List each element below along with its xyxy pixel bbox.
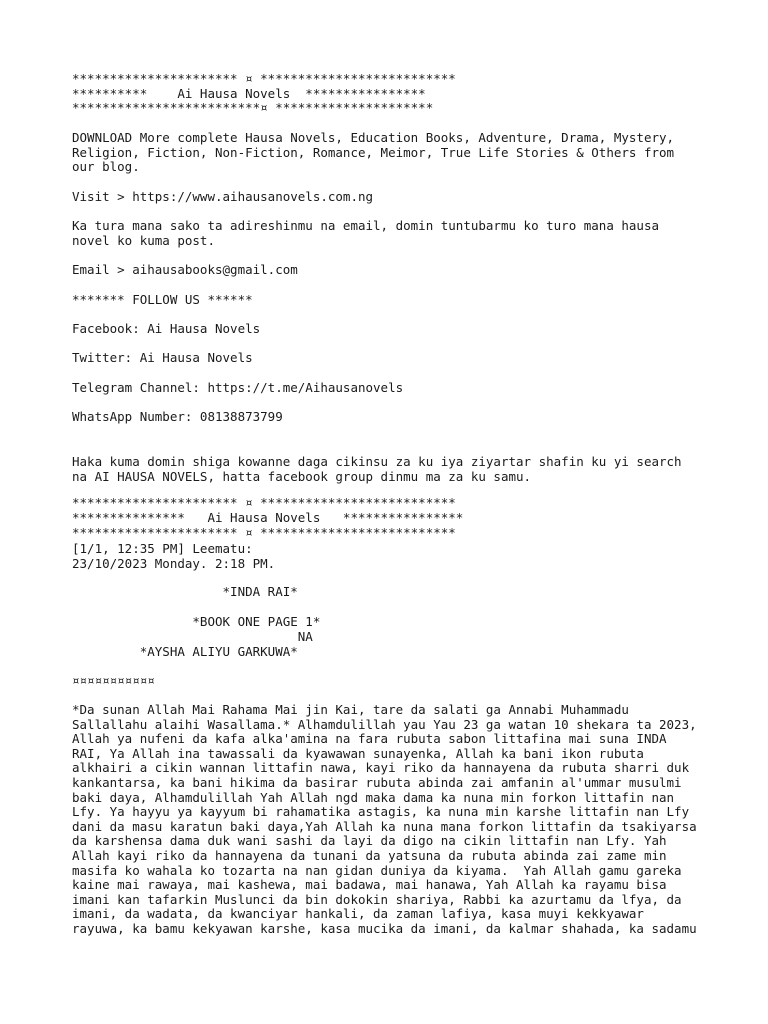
story-title: *INDA RAI* (72, 584, 298, 599)
book-page-label: *BOOK ONE PAGE 1* (72, 614, 321, 629)
author-name: *AYSHA ALIYU GARKUWA* (72, 644, 298, 659)
visit-link[interactable]: Visit > https://www.aihausanovels.com.ng (72, 189, 374, 204)
banner-top-line-3: *************************¤ ********************* (72, 100, 434, 115)
telegram-line[interactable]: Telegram Channel: https://t.me/Aihausanovels (72, 380, 404, 395)
story-date: 23/10/2023 Monday. 2:18 PM. (72, 556, 276, 571)
facebook-line: Facebook: Ai Hausa Novels (72, 321, 261, 336)
banner-top-line-1: ********************** ¤ ************************** (72, 71, 456, 86)
banner-bottom-line-1: ********************** ¤ ************************** (72, 495, 456, 510)
email-line[interactable]: Email > aihausabooks@gmail.com (72, 262, 298, 277)
download-paragraph: DOWNLOAD More complete Hausa Novels, Education Books, Adventure, Drama, Mystery, Religion, Fiction, Non-Fiction, Romance, Meimor, True Life Stories & Others from our blog. (72, 130, 675, 175)
story-body: *Da sunan Allah Mai Rahama Mai jin Kai, tare da salati ga Annabi Muhammadu Sallallahu alaihi Wasallama.* Alhamdulillah yau Yau 23 ga watan 10 shekara ta 2023, Allah ya nufeni da kafa alka'amina na fara rubuta sabon littafina mai suna INDA RAI, Ya Allah ina tawassali da kyawawan sunayenka, Allah ka bani ikon rubuta alkhairi a cikin wannan littafin nawa, kayi riko da hannayena da rubuta sharri duk kankantarsa, ka bani hikima da basirar rubuta abinda zai amfanin al'ummar musulmi baki daya, Alhamdulillah Yah Allah ngd maka dama ka nuna min forkon littafin nan Lfy. Ya hayyu ya kayyum bi rahamatika astagis, ka nuna min karshe littafin nan Lfy dani da masu karatun baki daya,Yah Allah ka nuna mana forkon littafin da tsakiyarsa da karshensa dama duk wani sashi da layi da digo na cikin littafin nan Lfy. Yah Allah kayi riko da hannayena da tunani da yatsuna da rubuta abinda zai zame min masifa ko wahala ko tozarta na nan gidan duniya da kiyama. Yah Allah gamu gareka kaine mai rawaya, mai kashewa, mai badawa, mai hanawa, Yah Allah ka rayamu bisa imani kan tafarkin Muslunci da bin dokokin shariya, Rabbi ka azurtamu da lfya, da imani, da wadata, da kwanciyar hankali, da zaman lafiya, kasa muyi kekkyawar rayuwa, ka bamu kekyawan karshe, kasa mucika da imani, da kalmar shahada, ka sadamu (72, 702, 697, 936)
whatsapp-line: WhatsApp Number: 08138873799 (72, 409, 283, 424)
na-label: NA (72, 629, 313, 644)
banner-top-line-2: ********** Ai Hausa Novels **************** (72, 86, 426, 101)
follow-us-heading: ******* FOLLOW US ****** (72, 292, 253, 307)
twitter-line: Twitter: Ai Hausa Novels (72, 350, 253, 365)
section-divider: ¤¤¤¤¤¤¤¤¤¤¤ (72, 673, 155, 688)
subscribe-paragraph: Ka tura mana sako ta adireshinmu na email, domin tuntubarmu ko turo mana hausa novel ko kuma post. (72, 218, 659, 248)
chat-timestamp: [1/1, 12:35 PM] Leematu: (72, 541, 253, 556)
banner-bottom-line-3: ********************** ¤ ************************** (72, 525, 456, 540)
search-note-paragraph: Haka kuma domin shiga kowanne daga cikinsu za ku iya ziyartar shafin ku yi search na AI HAUSA NOVELS, hatta facebook group dinmu ma za ku samu. (72, 454, 682, 484)
banner-bottom-line-2: *************** Ai Hausa Novels **************** (72, 510, 464, 525)
